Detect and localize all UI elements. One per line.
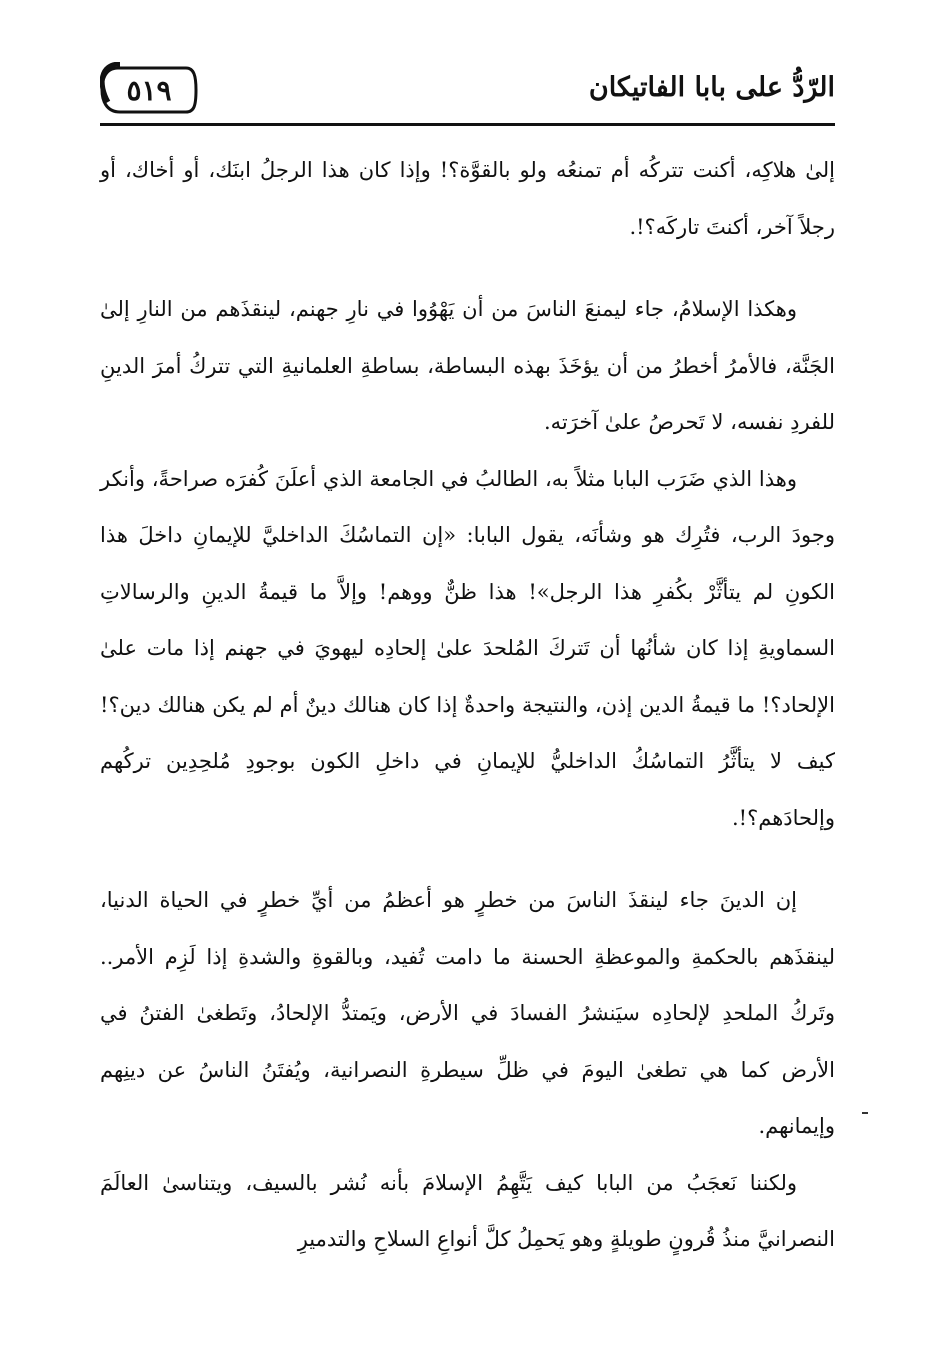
paragraph-4: إن الدينَ جاء لينقذَ الناسَ من خطرٍ هو أعظمُ من أيِّ خطرٍ في الحياة الدنيا، لينقذَهم بالحكمةِ والموعظةِ الحسنة ما دامت تُفيد، وبالقوةِ والشدةِ إذا لَزِم الأمر.. وتَركُ الملحدِ لإلحادِه سيَنشرُ الفسادَ في الأرض، ويَمتدُّ الإلحادُ، وتَطغىٰ الفتنُ في الأرض كما هي تطغىٰ اليومَ في ظلِّ سيطرةِ النصرانية، ويُفتَنُ الناسُ عن دينِهم وإيمانهم. bbox=[100, 888, 835, 1138]
paragraph-5: ولكننا نَعجَبُ من البابا كيف يَتَّهِمُ الإسلامَ بأنه نُشر بالسيف، ويتناسىٰ العالَمَ النصرانيَّ منذُ قُرونٍ طويلةٍ وهو يَحمِلُ كلَّ أنواعِ السلاحِ والتدميرِ bbox=[100, 1170, 835, 1251]
paragraph-2: وهكذا الإسلامُ، جاء ليمنعَ الناسَ من أن يَهْوُوا في نارِ جهنم، لينقذَهم من النارِ إلىٰ الجَنَّة، فالأمرُ أخطرُ من أن يؤخَذَ بهذه البساطة، بساطةِ العلمانيةِ التي تتركُ أمرَ الدينِ للفردِ نفسه، لا تَحرصُ علىٰ آخرَته. bbox=[100, 297, 835, 434]
page-header bbox=[100, 60, 835, 126]
running-title: الرّدُّ على بابا الفاتيكان bbox=[588, 72, 835, 103]
page-number-badge bbox=[100, 62, 198, 118]
margin-mark bbox=[862, 1112, 868, 1114]
body-text bbox=[100, 142, 835, 1268]
page-number: ٥١٩ bbox=[126, 73, 172, 107]
header-divider bbox=[100, 123, 835, 126]
paragraph-3: وهذا الذي ضَرَب البابا مثلاً به، الطالبُ في الجامعة الذي أعلَنَ كُفرَه صراحةً، وأنكر وجودَ الرب، فتُرِك هو وشأنَه، يقول البابا: «إن التماسُكَ الداخليَّ للإيمانِ داخلَ هذا الكونِ لم يتأثَّرْ بكُفرِ هذا الرجل»! هذا ظنٌّ ووهم! وإلاَّ ما قيمةُ الدينِ والرسالاتِ السماويةِ إذا كان شأنُها أن تَتركَ المُلحدَ علىٰ إلحادِه ليهويَ في جهنم إذا مات علىٰ الإلحاد؟! ما قيمةُ الدين إذن، والنتيجة واحدةٌ إذا كان هنالك دينٌ أم لم يكن هنالك دين؟! كيف لا يتأثَّرُ التماسُكُ الداخليُّ للإيمانِ في داخلِ الكون بوجودِ مُلحِدِين تركُهم وإلحادَهم؟!. bbox=[100, 466, 835, 830]
paragraph-1: إلىٰ هلاكِه، أكنت تتركُه أم تمنعُه ولو بالقوَّة؟! وإذا كان هذا الرجلُ ابنَك، أو أخاك، أو رجلاً آخر، أكنتَ تاركَه؟!. bbox=[100, 158, 835, 239]
